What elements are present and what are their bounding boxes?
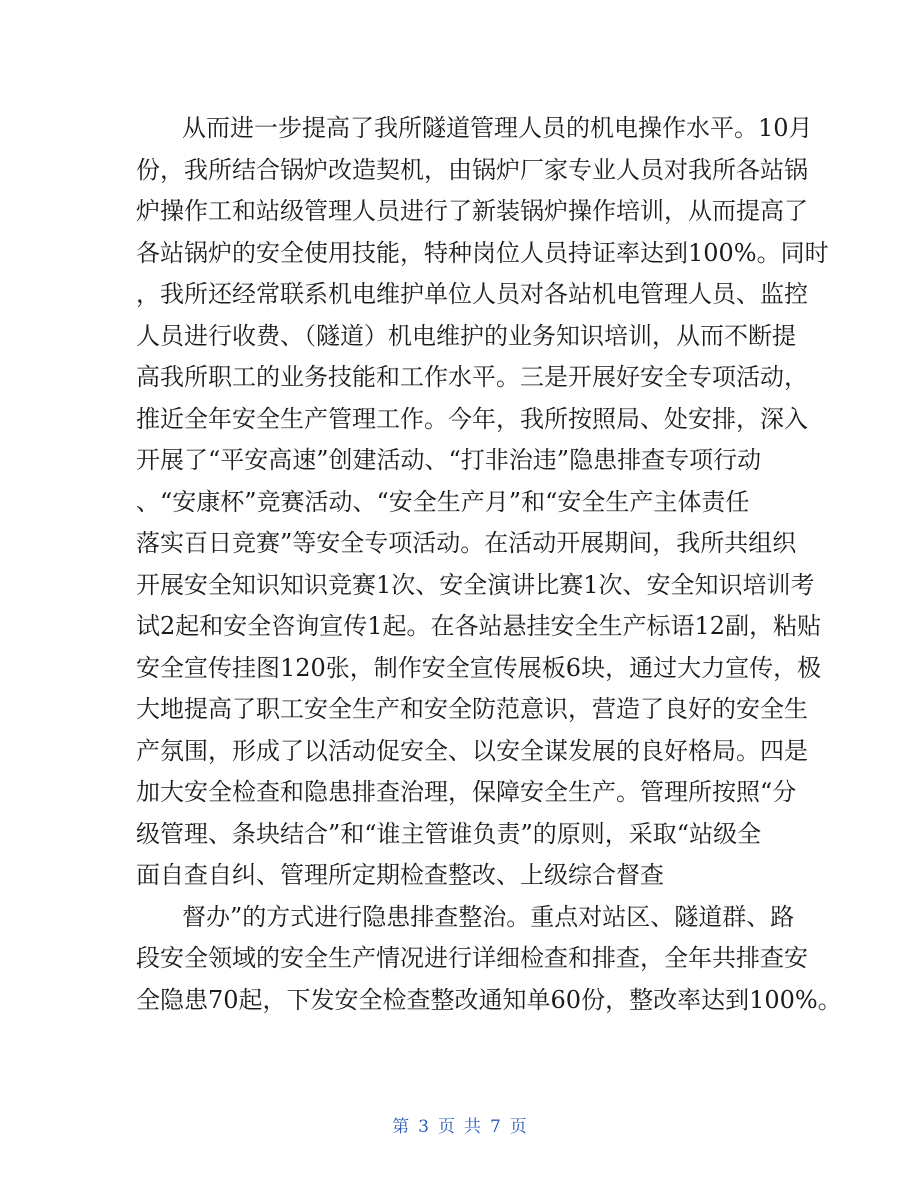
text-line: 开展了“平安高速”创建活动、“打非治违”隐患排查专项行动 [136,446,762,474]
text-line: 试2起和安全咨询宣传1起。在各站悬挂安全生产标语12副，粘贴 [136,612,822,640]
text-line: 、“安康杯”竞赛活动、“安全生产月”和“安全生产主体责任 [136,487,750,516]
body-text [136,108,842,1021]
text-line: 安全宣传挂图120张，制作安全宣传展板6块，通过大力宣传，极 [136,653,822,682]
text-line: 督办”的方式进行隐患排查整治。重点对站区、隧道群、路 [182,902,795,931]
text-line: 大地提高了职工安全生产和安全防范意识，营造了良好的安全生 [136,695,808,723]
text-line: 份，我所结合锅炉改造契机，由锅炉厂家专业人员对我所各站锅 [136,155,808,184]
text-line: 开展安全知识知识竞赛1次、安全演讲比赛1次、安全知识培训考 [136,570,815,599]
text-line: 推近全年安全生产管理工作。今年，我所按照局、处安排，深入 [136,404,808,433]
footer-ye: 页 [438,1117,456,1137]
page-footer [0,1112,920,1137]
total-pages-number: 7 [490,1117,502,1137]
text-line: ，我所还经常联系机电维护单位人员对各站机电管理人员、监控 [136,280,808,308]
text-line: 人员进行收费、（隧道）机电维护的业务知识培训，从而不断提 [136,321,796,350]
text-line: 各站锅炉的安全使用技能，特种岗位人员持证率达到100%。同时 [136,238,829,267]
footer-gong: 共 [464,1117,482,1137]
text-line: 级管理、条块结合”和“谁主管谁负责”的原则，采取“站级全 [136,819,762,848]
current-page-number: 3 [418,1117,430,1137]
text-line: 高我所职工的业务技能和工作水平。三是开展好安全专项活动， [136,363,808,391]
text-line: 落实百日竞赛”等安全专项活动。在活动开展期间，我所共组织 [136,529,797,557]
footer-di: 第 [392,1117,411,1137]
text-line: 面自查自纠、管理所定期检查整改、上级综合督查 [136,861,664,889]
text-line: 炉操作工和站级管理人员进行了新装锅炉操作培训，从而提高了 [136,197,808,225]
text-line: 从而进一步提高了我所隧道管理人员的机电操作水平。10月 [182,114,813,142]
text-line: 加大安全检查和隐患排查治理，保障安全生产。管理所按照“分 [136,778,797,806]
text-line: 产氛围，形成了以活动促安全、以安全谋发展的良好格局。四是 [136,736,808,765]
text-line: 全隐患70起，下发安全检查整改通知单60份，整改率达到100%。 [136,985,842,1014]
text-line: 段安全领域的安全生产情况进行详细检查和排查，全年共排查安 [136,944,808,972]
footer-ye-end: 页 [509,1117,528,1137]
